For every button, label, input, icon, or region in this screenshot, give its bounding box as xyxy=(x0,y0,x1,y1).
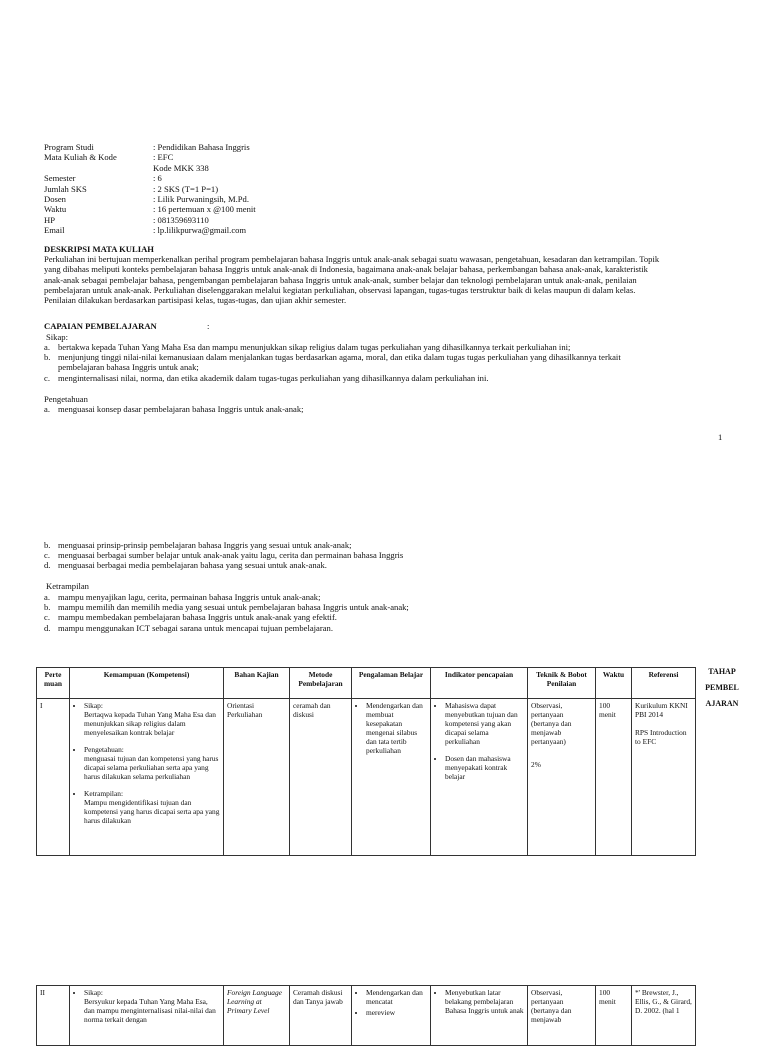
deskripsi-line: Perkuliahan ini bertujuan memperkenalkan perihal program pembelajaran bahasa Inggris untuk anak-anak sebagai suatu wawasan, pengetahuan, kesadaran dan ketrampilan. Topik xyxy=(44,254,660,265)
list-marker: d. xyxy=(44,560,51,571)
deskripsi-line: anak-anak sebagai pembelajar bahasa, pengembangan pembelajaran bahasa Inggris untuk anak-anak, sumber belajar dan teknologi pembelajaran untuk anak-anak, penilaian xyxy=(44,274,637,285)
ketrampilan-list xyxy=(44,592,409,633)
list-marker: a. xyxy=(44,592,50,602)
identity-value: : EFC xyxy=(153,152,174,163)
deskripsi-line: Penilaian dilakukan berdasarkan partisipasi kelas, tugas-tugas, dan ujian akhir semester. xyxy=(44,295,347,306)
sikap-text: Bersyukur kepada Tuhan Yang Maha Esa, dan mampu menginternalisasi nilai-nilai dan norma terkait dengan xyxy=(84,997,216,1024)
cell-indikator xyxy=(431,986,528,1046)
sikap-list xyxy=(44,342,621,383)
competence-sikap xyxy=(84,701,220,737)
table-row xyxy=(37,986,696,1046)
deskripsi-line: pembelajaran untuk anak-anak. Perkuliahan diselenggarakan melalui kegiatan perkuliahan, observasi lapangan, tugas-tugas terstruktur baik di kelas maupun di dalam kelas. xyxy=(44,284,636,295)
page-number: 1 xyxy=(718,432,723,442)
list-item xyxy=(44,352,621,372)
indikator-item: • Mahasiswa dapat menyebutkan tujuan dan kompetensi yang akan dicapai selama perkuliahan xyxy=(445,701,524,746)
list-marker: c. xyxy=(44,612,50,623)
ketrampilan-label: Ketrampilan xyxy=(46,581,89,591)
cell-competence xyxy=(70,986,224,1046)
list-item xyxy=(44,602,409,612)
indikator-item: • Menyebutkan latar belakang pembelajaran Bahasa Inggris untuk anak xyxy=(445,988,524,1015)
cell-metode: Ceramah diskusi dan Tanya jawab xyxy=(290,986,352,1046)
deskripsi-heading: DESKRIPSI MATA KULIAH xyxy=(44,244,154,254)
identity-value: : 2 SKS (T=1 P=1) xyxy=(153,183,219,194)
identity-label: Mata Kuliah & Kode xyxy=(44,152,117,163)
identity-value: Kode MKK 338 xyxy=(153,162,209,173)
list-item xyxy=(44,404,304,414)
pengetahuan-label: Pengetahuan xyxy=(44,394,88,404)
identity-label: Program Studi xyxy=(44,142,94,152)
peng-title: Pengetahuan: xyxy=(84,745,124,754)
list-item xyxy=(44,540,403,550)
list-item xyxy=(44,560,403,570)
ref-item: RPS Introduction to EFC xyxy=(635,728,687,746)
identity-value: : 6 xyxy=(153,173,162,184)
bobot-text: 2% xyxy=(531,760,541,769)
table-header-row xyxy=(37,668,696,699)
list-marker: b. xyxy=(44,352,51,363)
col-header: Pengalaman Belajar xyxy=(352,668,431,699)
identity-label: Semester xyxy=(44,173,76,184)
competence-pengetahuan xyxy=(84,745,220,781)
cell-waktu: 100 menit xyxy=(596,986,632,1046)
cell-competence xyxy=(70,699,224,856)
cell-meeting-number: II xyxy=(37,986,70,1046)
col-header: Perte muan xyxy=(37,668,70,699)
list-marker: a. xyxy=(44,342,50,352)
col-header: Referensi xyxy=(632,668,696,699)
ref-item: Kurikulum KKNI PBI 2014 xyxy=(635,701,688,719)
pengalaman-item: • mereview xyxy=(366,1008,427,1017)
ket-text: Mampu mengidentifikasi tujuan dan kompetensi yang harus dicapai serta apa yang harus dilakukan xyxy=(84,798,220,825)
competence-sikap xyxy=(84,988,220,1024)
identity-label: HP xyxy=(44,214,55,225)
list-item xyxy=(44,592,409,602)
ket-title: Ketrampilan: xyxy=(84,789,123,798)
pengetahuan-list-continued xyxy=(44,540,403,571)
rps-table-continued xyxy=(36,985,696,1046)
competence-ketrampilan xyxy=(84,789,220,825)
list-text: menginternalisasi nilai, norma, dan etika akademik dalam tugas-tugas perkuliahan yang dihasilkannya dalam perkuliahan ini. xyxy=(58,372,489,383)
list-text: menguasai berbagai media pembelajaran bahasa yang sesuai untuk anak-anak. xyxy=(58,560,327,571)
list-marker: c. xyxy=(44,372,50,383)
sikap-title: Sikap: xyxy=(84,988,103,997)
list-text: mampu memilih dan memilih media yang sesuai untuk pembelajaran bahasa Inggris untuk anak-anak; xyxy=(58,602,409,613)
list-marker: a. xyxy=(44,404,50,414)
identity-label: Jumlah SKS xyxy=(44,183,87,194)
cell-referensi: *' Brewster, J., Ellis, G., & Girard, D. 2002. (hal 1 xyxy=(632,986,696,1046)
cell-pengalaman xyxy=(352,699,431,856)
list-item xyxy=(44,373,621,383)
sikap-title: Sikap: xyxy=(84,701,103,710)
cell-teknik xyxy=(528,699,596,856)
table-row xyxy=(37,699,696,856)
identity-value: : Pendidikan Bahasa Inggris xyxy=(153,142,250,152)
list-marker: d. xyxy=(44,622,51,633)
list-text: mampu menggunakan ICT sebagai sarana untuk mencapai tujuan pembelajaran. xyxy=(58,622,333,633)
teknik-text: Observasi, pertanyaan (bertanya dan menjawab pertanyaan) xyxy=(531,701,572,746)
sikap-text: Bertaqwa kepada Tuhan Yang Maha Esa dan menunjukkan sikap religius dalam menyelesaikan kontrak belajar xyxy=(84,710,216,737)
col-header: Kemampuan (Kompetensi) xyxy=(70,668,224,699)
cell-meeting-number: I xyxy=(37,699,70,856)
col-header: Bahan Kajian xyxy=(224,668,290,699)
identity-value: : lp.lilikpurwa@gmail.com xyxy=(153,225,247,236)
identity-value: : 081359693110 xyxy=(153,214,209,225)
pengalaman-item: • Mendengarkan dan membuat kesepakatan mengenai silabus dan tata tertib perkuliahan xyxy=(366,701,427,755)
list-text: pembelajaran bahasa Inggris untuk anak; xyxy=(58,362,199,373)
list-text: menguasai prinsip-prinsip pembelajaran bahasa Inggris yang sesuai untuk anak-anak; xyxy=(58,540,352,550)
col-header: Teknik & Bobot Penilaian xyxy=(528,668,596,699)
list-text: mampu menyajikan lagu, cerita, permainan bahasa Inggris untuk anak-anak; xyxy=(58,592,321,602)
deskripsi-section xyxy=(44,244,659,305)
pengetahuan-list xyxy=(44,404,304,414)
list-marker: b. xyxy=(44,602,51,613)
identity-value: : Lilik Purwaningsih, M.Pd. xyxy=(153,193,249,204)
cell-indikator xyxy=(431,699,528,856)
list-item xyxy=(44,342,621,352)
identity-label: Email xyxy=(44,225,65,236)
cell-bahan: Orientasi Perkuliahan xyxy=(224,699,290,856)
side-heading-line: TAHAP xyxy=(708,667,736,676)
side-heading-line: PEMBEL xyxy=(705,683,739,692)
cell-referensi xyxy=(632,699,696,856)
col-header: Waktu xyxy=(596,668,632,699)
cell-bahan: Foreign Language Learning at Primary Level xyxy=(224,986,290,1046)
identity-label: Waktu xyxy=(44,204,67,215)
list-text: menguasai konsep dasar pembelajaran bahasa Inggris untuk anak-anak; xyxy=(58,404,304,414)
list-item xyxy=(44,623,409,633)
cell-waktu: 100 menit xyxy=(596,699,632,856)
deskripsi-line: yang dibahas meliputi konteks pembelajaran bahasa Inggris untuk anak-anak di Indonesia, bagaimana anak-anak belajar bahasa, perkembangan bahasa anak-anak, karakteristik xyxy=(44,264,648,275)
capaian-colon: : xyxy=(207,321,210,331)
sikap-label: Sikap: xyxy=(46,332,68,342)
capaian-heading: CAPAIAN PEMBELAJARAN xyxy=(44,321,157,331)
list-text: menguasai berbagai sumber belajar untuk anak-anak yaitu lagu, cerita dan permainan bahasa Inggris xyxy=(58,550,404,561)
side-heading-line: AJARAN xyxy=(705,699,739,708)
col-header: Indikator pencapaian xyxy=(431,668,528,699)
peng-text: menguasai tujuan dan kompetensi yang harus dicapai selama perkuliahan serta apa yang harus dilakukan selama perkuliahan xyxy=(84,754,219,781)
cell-pengalaman xyxy=(352,986,431,1046)
cell-metode: ceramah dan diskusi xyxy=(290,699,352,856)
pengalaman-item: • Mendengarkan dan mencatat xyxy=(366,988,427,1006)
identity-label: Dosen xyxy=(44,193,66,204)
col-header: Metode Pembelajaran xyxy=(290,668,352,699)
list-text: bertakwa kepada Tuhan Yang Maha Esa dan mampu menunjukkan sikap religius dalam tugas perkuliahan yang dihasilkannya terkait perkuliahan ini; xyxy=(58,342,571,352)
list-text: menjunjung tinggi nilai-nilai kemanusiaan dalam menjalankan tugas berdasarkan agama, moral, dan etika dalam tugas tugas perkuliahan yang dihasilkannya terkait xyxy=(58,352,621,363)
identity-value: : 16 pertemuan x @100 menit xyxy=(153,204,256,215)
list-marker: c. xyxy=(44,550,50,561)
rps-table xyxy=(36,667,696,856)
list-item xyxy=(44,612,409,622)
side-heading xyxy=(705,664,739,712)
cell-teknik: Observasi, pertanyaan (bertanya dan menjawab xyxy=(528,986,596,1046)
indikator-item: • Dosen dan mahasiswa menyepakati kontrak belajar xyxy=(445,754,524,781)
list-item xyxy=(44,550,403,560)
list-text: mampu membedakan pembelajaran bahasa Inggris untuk anak-anak yang efektif. xyxy=(58,612,337,623)
list-marker: b. xyxy=(44,540,51,550)
